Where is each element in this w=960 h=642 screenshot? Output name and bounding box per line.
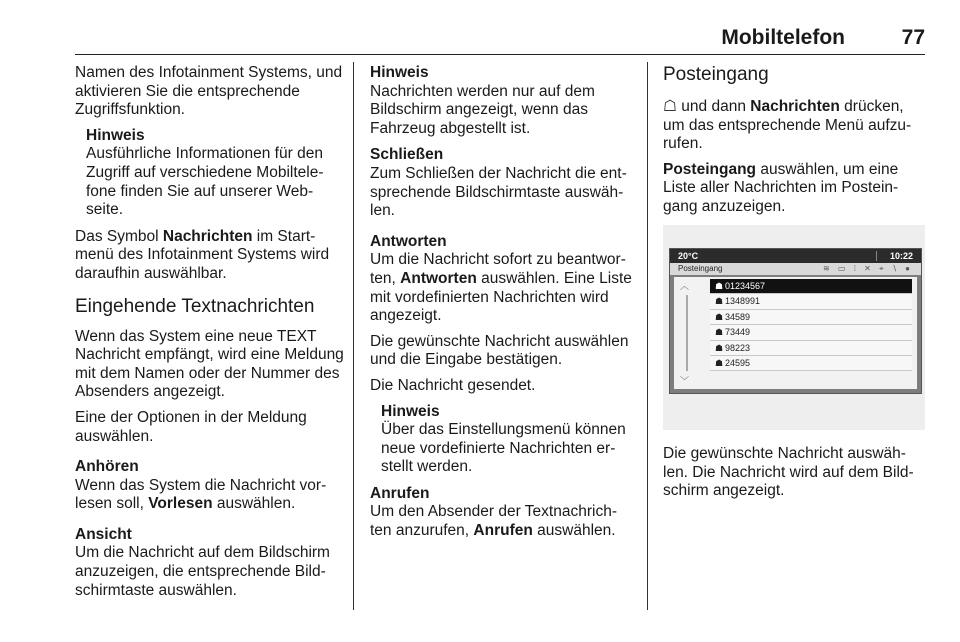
note-heading: Hinweis [86, 126, 145, 144]
note-block [86, 127, 345, 220]
inbox-paragraph-3: Die gewünschte Nachricht auswählen. Die Nachricht wird auf dem Bildschirm angezeigt. [663, 445, 914, 500]
clock-readout: 10:22 [889, 251, 913, 261]
page-number: 77 [901, 26, 925, 49]
option-heading: Antworten [370, 232, 447, 250]
option-ansicht: Ansicht Um die Nachricht auf dem Bildschirm anzuzeigen, die entsprechende Bildschirmtaste auswählen. [75, 526, 345, 600]
scroll-up-icon[interactable]: ︿ [680, 281, 690, 291]
select-paragraph: Die gewünschte Nachricht auswählen und die Eingabe bestätigen. [370, 332, 629, 369]
message-icon: ☗ [715, 357, 724, 368]
inbox-title-bar [670, 263, 921, 275]
note-heading: Hinweis [381, 402, 440, 420]
column-divider-2 [647, 62, 648, 610]
options-paragraph: Eine der Optionen in der Meldung auswählen. [75, 408, 307, 445]
note-block [381, 403, 632, 477]
message-icon: ☗ [715, 311, 724, 322]
intro-paragraph: Namen des Infotainment Systems, und aktivieren Sie die entsprechende Zugriffsfunktion. [75, 64, 343, 119]
message-icon: ☗ [715, 342, 724, 353]
message-icon: ☗ [715, 296, 724, 307]
message-row[interactable]: ☗ 98223 [710, 341, 912, 356]
option-antworten: Antworten Um die Nachricht sofort zu beantworten, Antworten auswählen. Eine Liste mit vordefinierten Nachrichten wird angezeigt. [370, 232, 632, 325]
temperature-readout: 20°C [678, 251, 699, 261]
scroll-down-icon[interactable]: ﹀ [680, 376, 690, 386]
posteingang-term: Posteingang [663, 160, 757, 178]
message-list-panel [674, 277, 917, 389]
column-2 [370, 64, 632, 553]
option-anrufen: Anrufen Um den Absender der Textnachrichten anzurufen, Anrufen auswählen. [370, 485, 632, 541]
inbox-paragraph-2: Posteingang auswählen, um eine Liste aller Nachrichten im Posteingang anzuzeigen. [663, 160, 899, 215]
status-icons: ≋ ▭ ⁞ ✕ ⌖ ∖ ● [823, 264, 913, 273]
message-list [710, 279, 912, 371]
status-bar [670, 249, 921, 263]
option-heading: Anrufen [370, 484, 430, 502]
inbox-screen-figure [663, 225, 925, 430]
home-icon: ☖ [663, 98, 677, 115]
message-row[interactable]: ☗ 34589 [710, 310, 912, 325]
note-heading: Hinweis [370, 64, 429, 81]
inbox-paragraph-1: ☖ und dann Nachrichten drücken, um das entsprechende Menü aufzurufen. [663, 98, 912, 153]
option-anhoeren: Anhören Wenn das System die Nachricht vorlesen soll, Vorlesen auswählen. [75, 458, 345, 514]
scrollbar[interactable] [674, 277, 700, 389]
message-icon: ☗ [715, 327, 724, 338]
note-block [370, 64, 632, 138]
message-row[interactable]: ☗ 73449 [710, 325, 912, 340]
column-divider-1 [353, 62, 354, 610]
nachrichten-term: Nachrichten [750, 98, 840, 115]
inbox-title: Posteingang [678, 264, 723, 273]
column-1 [75, 64, 345, 612]
nachrichten-term: Nachrichten [162, 227, 253, 245]
message-row[interactable]: ☗ 01234567 [710, 279, 912, 294]
column-3-bottom [663, 445, 925, 508]
scroll-track[interactable] [686, 295, 688, 371]
note-body: Nachrichten werden nur auf dem Bildschirm angezeigt, wenn das Fahrzeug abgestellt ist. [370, 82, 595, 137]
infotainment-screen [669, 248, 922, 394]
column-3 [663, 64, 925, 224]
note-body: Ausführliche Informationen für den Zugriff auf verschiedene Mobiltelefone finden Sie auf unserer Webseite. [86, 145, 324, 219]
option-heading: Schließen [370, 146, 444, 164]
note-body: Über das Einstellungsmenü können neue vordefinierte Nachrichten erstellt werden. [381, 421, 626, 476]
vorlesen-term: Vorlesen [148, 495, 213, 513]
antworten-term: Antworten [400, 269, 477, 287]
page-title: Mobiltelefon [721, 26, 845, 49]
section-heading-incoming: Eingehende Textnachrichten [75, 295, 315, 317]
sent-paragraph: Die Nachricht gesendet. [370, 376, 536, 394]
page-header [75, 26, 925, 56]
option-heading: Anhören [75, 458, 139, 476]
section-heading-inbox: Posteingang [663, 64, 769, 85]
option-heading: Ansicht [75, 525, 132, 543]
option-schliessen: Schließen Zum Schließen der Nachricht die entsprechende Bildschirmtaste auswählen. [370, 146, 632, 220]
message-row[interactable]: ☗ 24595 [710, 356, 912, 371]
message-icon: ☗ [715, 281, 724, 291]
header-rule [75, 54, 925, 55]
symbol-paragraph: Das Symbol Nachrichten im Startmenü des Infotainment Systems wird daraufhin auswählbar. [75, 227, 330, 282]
incoming-paragraph: Wenn das System eine neue TEXT Nachricht empfängt, wird eine Meldung mit dem Namen oder der Nummer des Absenders angezeigt. [75, 327, 344, 401]
anrufen-term: Anrufen [473, 522, 533, 540]
message-row[interactable]: ☗ 1348991 [710, 294, 912, 309]
status-separator [876, 251, 877, 261]
